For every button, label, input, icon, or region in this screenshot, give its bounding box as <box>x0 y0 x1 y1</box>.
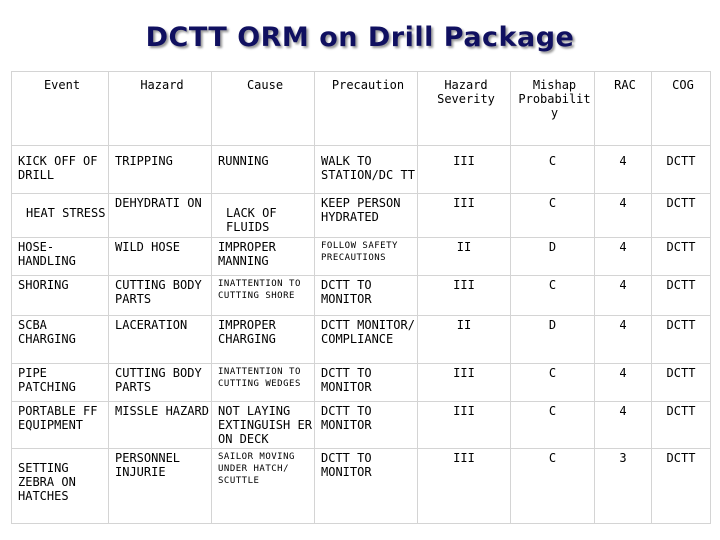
cell-severity: II <box>418 238 511 276</box>
cell-probability: D <box>511 316 595 364</box>
table-row <box>12 194 711 238</box>
orm-table <box>11 71 711 524</box>
cell-precaution: WALK TO STATION/DC TT <box>315 146 418 194</box>
cell-probability: C <box>511 276 595 316</box>
cell-cog: DCTT <box>652 194 711 238</box>
cell-precaution: DCTT MONITOR/ COMPLIANCE <box>315 316 418 364</box>
cell-event: PORTABLE FF EQUIPMENT <box>12 402 109 449</box>
col-header-severity: Hazard Severity <box>418 72 511 146</box>
cell-precaution: FOLLOW SAFETY PRECAUTIONS <box>315 238 418 276</box>
col-header-hazard: Hazard <box>109 72 212 146</box>
table-row <box>12 449 711 524</box>
cell-hazard: WILD HOSE <box>109 238 212 276</box>
cell-cog: DCTT <box>652 276 711 316</box>
cell-cause: IMPROPER MANNING <box>212 238 315 276</box>
cell-probability: C <box>511 194 595 238</box>
cell-event: KICK OFF OF DRILL <box>12 146 109 194</box>
cell-cause: RUNNING <box>212 146 315 194</box>
cell-cog: DCTT <box>652 402 711 449</box>
cell-cog: DCTT <box>652 238 711 276</box>
header-row <box>12 72 711 146</box>
cell-precaution: DCTT TO MONITOR <box>315 364 418 402</box>
cell-event: SCBA CHARGING <box>12 316 109 364</box>
col-header-event: Event <box>12 72 109 146</box>
cell-rac: 4 <box>595 316 652 364</box>
cell-probability: C <box>511 449 595 524</box>
cell-cause: LACK OF FLUIDS <box>212 194 315 238</box>
cell-hazard: PERSONNEL INJURIE <box>109 449 212 524</box>
table-row <box>12 364 711 402</box>
cell-rac: 4 <box>595 364 652 402</box>
col-header-cause: Cause <box>212 72 315 146</box>
cell-cog: DCTT <box>652 364 711 402</box>
cell-precaution: KEEP PERSON HYDRATED <box>315 194 418 238</box>
table-row <box>12 276 711 316</box>
cell-probability: C <box>511 402 595 449</box>
cell-rac: 4 <box>595 238 652 276</box>
cell-severity: II <box>418 316 511 364</box>
cell-severity: III <box>418 402 511 449</box>
cell-probability: C <box>511 146 595 194</box>
cell-event: SETTING ZEBRA ON HATCHES <box>12 449 109 524</box>
cell-severity: III <box>418 276 511 316</box>
cell-hazard: CUTTING BODY PARTS <box>109 364 212 402</box>
cell-cause: NOT LAYING EXTINGUISH ER ON DECK <box>212 402 315 449</box>
cell-cog: DCTT <box>652 449 711 524</box>
col-header-probability: Mishap Probability <box>511 72 595 146</box>
cell-event: HEAT STRESS <box>12 194 109 238</box>
cell-severity: III <box>418 449 511 524</box>
cell-severity: III <box>418 146 511 194</box>
cell-probability: D <box>511 238 595 276</box>
cell-event: HOSE-HANDLING <box>12 238 109 276</box>
cell-precaution: DCTT TO MONITOR <box>315 449 418 524</box>
cell-cog: DCTT <box>652 316 711 364</box>
cell-rac: 3 <box>595 449 652 524</box>
table-row <box>12 402 711 449</box>
cell-event: PIPE PATCHING <box>12 364 109 402</box>
cell-precaution: DCTT TO MONITOR <box>315 276 418 316</box>
cell-severity: III <box>418 194 511 238</box>
cell-hazard: LACERATION <box>109 316 212 364</box>
cell-cause: IMPROPER CHARGING <box>212 316 315 364</box>
cell-precaution: DCTT TO MONITOR <box>315 402 418 449</box>
cell-cause: SAILOR MOVING UNDER HATCH/ SCUTTLE <box>212 449 315 524</box>
cell-hazard: CUTTING BODY PARTS <box>109 276 212 316</box>
table-row <box>12 316 711 364</box>
page-title: DCTT ORM on Drill Package <box>145 22 575 53</box>
cell-hazard: TRIPPING <box>109 146 212 194</box>
cell-cause: INATTENTION TO CUTTING SHORE <box>212 276 315 316</box>
cell-cog: DCTT <box>652 146 711 194</box>
col-header-rac: RAC <box>595 72 652 146</box>
cell-event: SHORING <box>12 276 109 316</box>
table-row <box>12 146 711 194</box>
cell-rac: 4 <box>595 276 652 316</box>
table-row <box>12 238 711 276</box>
cell-probability: C <box>511 364 595 402</box>
col-header-precaution: Precaution <box>315 72 418 146</box>
cell-severity: III <box>418 364 511 402</box>
cell-rac: 4 <box>595 194 652 238</box>
cell-rac: 4 <box>595 402 652 449</box>
cell-cause: INATTENTION TO CUTTING WEDGES <box>212 364 315 402</box>
cell-rac: 4 <box>595 146 652 194</box>
cell-hazard: DEHYDRATI ON <box>109 194 212 238</box>
cell-hazard: MISSLE HAZARD <box>109 402 212 449</box>
col-header-cog: COG <box>652 72 711 146</box>
